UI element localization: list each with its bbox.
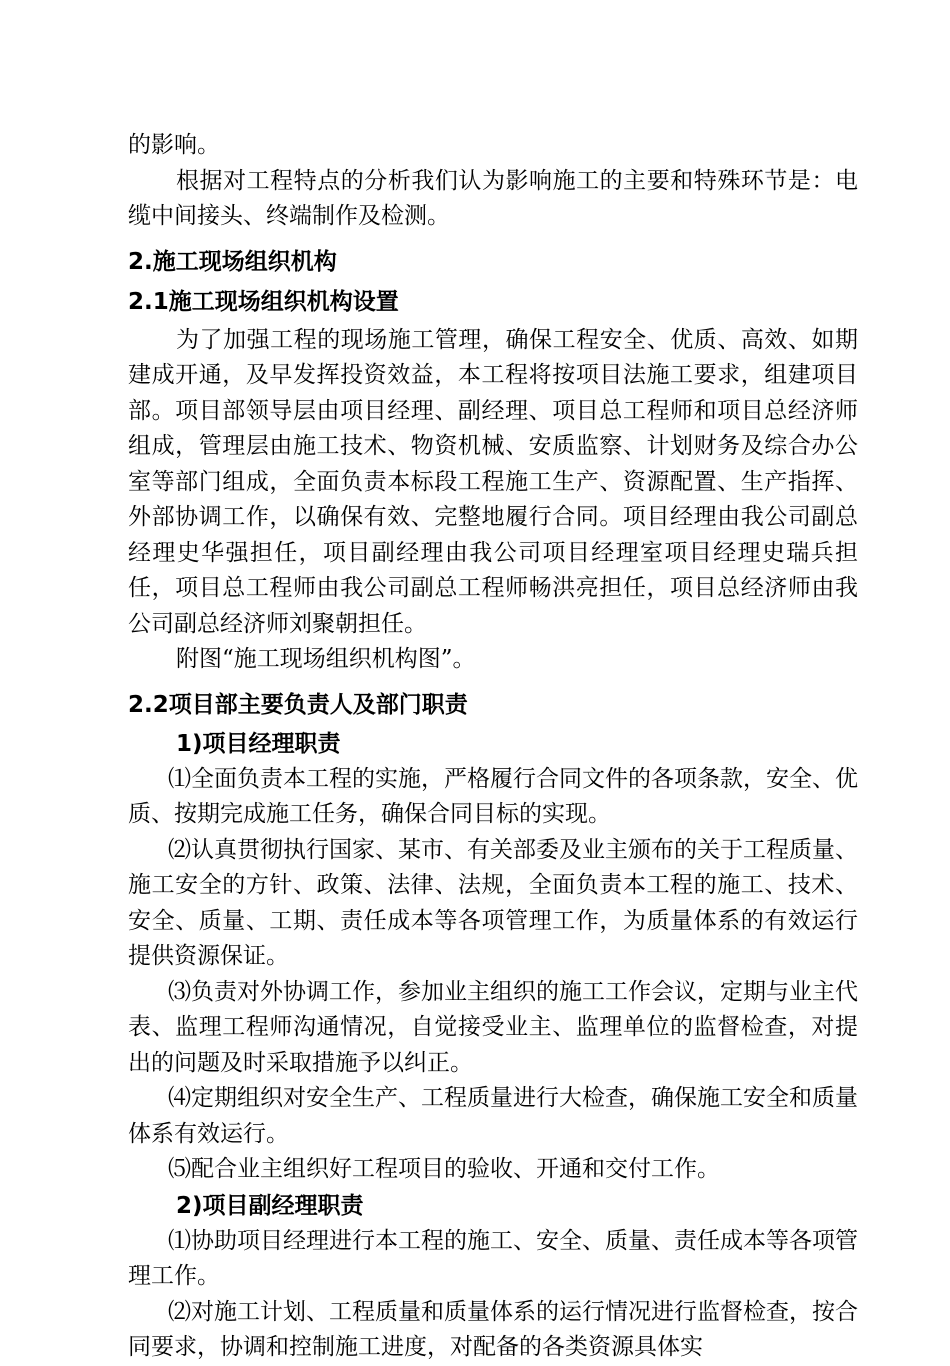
section-heading-2-1: 2.1施工现场组织机构设置 [128, 288, 399, 315]
dpm-duty-2: ⑵对施工计划、工程质量和质量体系的运行情况进行监督检查，按合同要求，协调和控制施工进度，对配备的各类资源具体实 [128, 1298, 858, 1360]
subheading-deputy-manager: 2)项目副经理职责 [176, 1192, 364, 1219]
paragraph-key-links: 根据对工程特点的分析我们认为影响施工的主要和特殊环节是：电缆中间接头、终端制作及检测。 [128, 167, 858, 229]
spacer [128, 678, 858, 684]
paragraph-attachment-note: 附图“施工现场组织机构图”。 [176, 646, 476, 672]
document-page [128, 128, 858, 1366]
section-heading-2: 2.施工现场组织机构 [128, 248, 337, 275]
pm-duty-2: ⑵认真贯彻执行国家、某市、有关部委及业主颁布的关于工程质量、施工安全的方针、政策、法律、法规，全面负责本工程的施工、技术、安全、质量、工期、责任成本等各项管理工作，为质量体系的有效运行提供资源保证。 [128, 836, 858, 969]
spacer [128, 235, 858, 241]
paragraph-organization: 为了加强工程的现场施工管理，确保工程安全、优质、高效、如期建成开通，及早发挥投资效益，本工程将按项目法施工要求，组建项目部。项目部领导层由项目经理、副经理、项目总工程师和项目总经济师组成，管理层由施工技术、物资机械、安质监察、计划财务及综合办公室等部门组成，全面负责本标段工程施工生产、资源配置、生产指挥、外部协调工作，以确保有效、完整地履行合同。项目经理由我公司副总经理史华强担任，项目副经理由我公司项目经理室项目经理史瑞兵担任，项目总工程师由我公司副总工程师畅洪亮担任，项目总经济师由我公司副总经济师刘聚朝担任。 [128, 326, 858, 637]
subheading-project-manager: 1)项目经理职责 [176, 730, 341, 757]
paragraph-continuation: 的影响。 [128, 132, 220, 158]
pm-duty-5: ⑸配合业主组织好工程项目的验收、开通和交付工作。 [168, 1156, 720, 1182]
dpm-duty-1: ⑴协助项目经理进行本工程的施工、安全、质量、责任成本等各项管理工作。 [128, 1227, 858, 1289]
pm-duty-1: ⑴全面负责本工程的实施，严格履行合同文件的各项条款，安全、优质、按期完成施工任务，确保合同目标的实现。 [128, 765, 858, 827]
pm-duty-3: ⑶负责对外协调工作，参加业主组织的施工工作会议，定期与业主代表、监理工程师沟通情况，自觉接受业主、监理单位的监督检查，对提出的问题及时采取措施予以纠正。 [128, 978, 858, 1076]
pm-duty-4: ⑷定期组织对安全生产、工程质量进行大检查，确保施工安全和质量体系有效运行。 [128, 1085, 858, 1147]
section-heading-2-2: 2.2项目部主要负责人及部门职责 [128, 691, 468, 718]
